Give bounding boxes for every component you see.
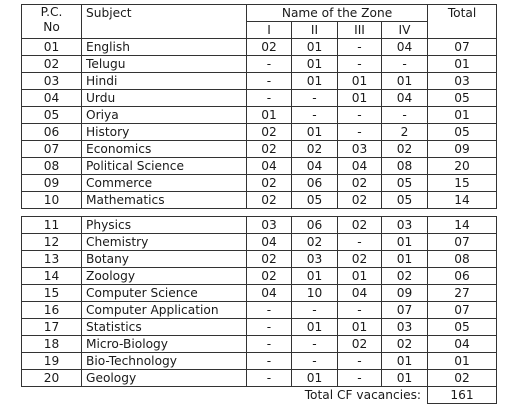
zone-2-cell: 05 (292, 192, 338, 209)
zone-3-cell: 02 (338, 217, 382, 234)
pc-number-cell: 16 (22, 302, 82, 319)
subject-cell: Urdu (82, 90, 247, 107)
zone-1-cell: 01 (247, 107, 292, 124)
zone-4-header: IV (382, 22, 428, 39)
subject-cell: Mathematics (82, 192, 247, 209)
table-row (22, 141, 497, 158)
zone-2-cell: 01 (292, 56, 338, 73)
zone-2-cell: - (292, 336, 338, 353)
subject-header: Subject (82, 5, 247, 39)
pc-number-cell: 02 (22, 56, 82, 73)
pc-number-cell: 20 (22, 370, 82, 387)
zone-2-cell: 01 (292, 268, 338, 285)
zone-2-header: II (292, 22, 338, 39)
table-row (22, 192, 497, 209)
group-1-body (22, 39, 497, 209)
zone-1-cell: 02 (247, 251, 292, 268)
zone-1-cell: 03 (247, 217, 292, 234)
zone-3-cell: - (338, 370, 382, 387)
zone-1-cell: - (247, 90, 292, 107)
zone-4-cell: 03 (382, 319, 428, 336)
zone-3-cell: - (338, 107, 382, 124)
subject-cell: Hindi (82, 73, 247, 90)
table-row (22, 124, 497, 141)
zone-1-cell: - (247, 73, 292, 90)
pc-number-cell: 14 (22, 268, 82, 285)
total-cell: 07 (428, 302, 497, 319)
zone-1-cell: 02 (247, 192, 292, 209)
total-cell: 09 (428, 141, 497, 158)
pc-number-cell: 17 (22, 319, 82, 336)
zone-1-cell: - (247, 353, 292, 370)
pc-number-cell: 11 (22, 217, 82, 234)
zone-3-cell: 01 (338, 268, 382, 285)
zone-3-cell: 01 (338, 73, 382, 90)
zone-2-cell: - (292, 353, 338, 370)
subject-cell: Statistics (82, 319, 247, 336)
table-row (22, 56, 497, 73)
zone-3-cell: 02 (338, 336, 382, 353)
zone-4-cell: 02 (382, 336, 428, 353)
zone-4-cell: 01 (382, 353, 428, 370)
subject-cell: History (82, 124, 247, 141)
zone-2-cell: 03 (292, 251, 338, 268)
pc-number-cell: 09 (22, 175, 82, 192)
zone-1-cell: 04 (247, 285, 292, 302)
zone-4-cell: 04 (382, 39, 428, 56)
zone-4-cell: 01 (382, 370, 428, 387)
zone-3-cell: 01 (338, 319, 382, 336)
total-header: Total (428, 5, 497, 39)
table-row (22, 336, 497, 353)
total-cell: 07 (428, 234, 497, 251)
subject-cell: Commerce (82, 175, 247, 192)
zone-3-cell: - (338, 39, 382, 56)
zone-2-cell: 06 (292, 175, 338, 192)
zone-2-cell: 01 (292, 319, 338, 336)
total-vacancies-label: Total CF vacancies: (304, 388, 422, 403)
subject-cell: Computer Science (82, 285, 247, 302)
pc-number-cell: 18 (22, 336, 82, 353)
zone-2-cell: - (292, 107, 338, 124)
subject-cell: Economics (82, 141, 247, 158)
zone-4-cell: 01 (382, 234, 428, 251)
zone-1-cell: - (247, 370, 292, 387)
pc-number-cell: 15 (22, 285, 82, 302)
zone-1-cell: 04 (247, 158, 292, 175)
zone-4-cell: 04 (382, 90, 428, 107)
table-footer (22, 387, 497, 404)
subject-cell: Botany (82, 251, 247, 268)
total-cell: 20 (428, 158, 497, 175)
pc-number-cell: 10 (22, 192, 82, 209)
pc-number-cell: 19 (22, 353, 82, 370)
zone-header: Name of the Zone (247, 5, 428, 22)
zone-1-cell: 02 (247, 268, 292, 285)
total-cell: 07 (428, 39, 497, 56)
zone-4-cell: 05 (382, 192, 428, 209)
zone-2-cell: 02 (292, 141, 338, 158)
pc-no-header: P.C. No (22, 5, 82, 39)
subject-cell: Physics (82, 217, 247, 234)
vacancy-table-container (21, 4, 497, 404)
table-row (22, 90, 497, 107)
table-row (22, 217, 497, 234)
table-row (22, 175, 497, 192)
group-2-body (22, 217, 497, 387)
zone-3-cell: - (338, 124, 382, 141)
zone-4-cell: 02 (382, 141, 428, 158)
total-cell: 05 (428, 319, 497, 336)
subject-cell: Oriya (82, 107, 247, 124)
header-row (22, 5, 497, 22)
subject-cell: Bio-Technology (82, 353, 247, 370)
zone-4-cell: - (382, 56, 428, 73)
zone-4-cell: 07 (382, 302, 428, 319)
group-separator (22, 209, 497, 217)
zone-4-cell: 08 (382, 158, 428, 175)
zone-3-header: III (338, 22, 382, 39)
table-row (22, 268, 497, 285)
zone-1-cell: 02 (247, 141, 292, 158)
total-cell: 01 (428, 353, 497, 370)
total-cell: 14 (428, 217, 497, 234)
table-row (22, 251, 497, 268)
zone-2-cell: 01 (292, 124, 338, 141)
zone-2-cell: 04 (292, 158, 338, 175)
zone-4-cell: 03 (382, 217, 428, 234)
zone-3-cell: 02 (338, 175, 382, 192)
pc-number-cell: 05 (22, 107, 82, 124)
zone-2-cell: - (292, 90, 338, 107)
table-row (22, 107, 497, 124)
zone-4-cell: 2 (382, 124, 428, 141)
total-cell: 04 (428, 336, 497, 353)
table-row (22, 39, 497, 56)
total-vacancies-value: 161 (428, 387, 497, 404)
total-cell: 02 (428, 370, 497, 387)
zone-2-cell: - (292, 302, 338, 319)
zone-4-cell: 01 (382, 73, 428, 90)
total-cell: 06 (428, 268, 497, 285)
zone-4-cell: 05 (382, 175, 428, 192)
zone-3-cell: - (338, 353, 382, 370)
total-cell: 01 (428, 107, 497, 124)
zone-1-cell: 04 (247, 234, 292, 251)
zone-3-cell: 03 (338, 141, 382, 158)
table-row (22, 302, 497, 319)
table-row (22, 158, 497, 175)
zone-2-cell: 06 (292, 217, 338, 234)
subject-cell: Political Science (82, 158, 247, 175)
zone-1-cell: - (247, 302, 292, 319)
zone-1-cell: - (247, 56, 292, 73)
subject-cell: Chemistry (82, 234, 247, 251)
pc-number-cell: 07 (22, 141, 82, 158)
zone-4-cell: 01 (382, 251, 428, 268)
zone-1-cell: 02 (247, 39, 292, 56)
zone-2-cell: 01 (292, 39, 338, 56)
table-row (22, 285, 497, 302)
pc-number-cell: 13 (22, 251, 82, 268)
zone-1-cell: 02 (247, 175, 292, 192)
pc-number-cell: 06 (22, 124, 82, 141)
pc-number-cell: 08 (22, 158, 82, 175)
zone-1-cell: 02 (247, 124, 292, 141)
zone-4-cell: 02 (382, 268, 428, 285)
subject-cell: English (82, 39, 247, 56)
zone-2-cell: 10 (292, 285, 338, 302)
total-cell: 08 (428, 251, 497, 268)
total-cell: 14 (428, 192, 497, 209)
pc-number-cell: 04 (22, 90, 82, 107)
zone-3-cell: 02 (338, 192, 382, 209)
vacancy-table (21, 4, 497, 404)
total-cell: 01 (428, 56, 497, 73)
zone-1-header: I (247, 22, 292, 39)
zone-1-cell: - (247, 319, 292, 336)
total-cell: 05 (428, 90, 497, 107)
zone-2-cell: 01 (292, 73, 338, 90)
zone-3-cell: 04 (338, 158, 382, 175)
subject-cell: Geology (82, 370, 247, 387)
total-cell: 15 (428, 175, 497, 192)
pc-number-cell: 12 (22, 234, 82, 251)
subject-cell: Computer Application (82, 302, 247, 319)
zone-3-cell: 04 (338, 285, 382, 302)
zone-3-cell: - (338, 302, 382, 319)
table-row (22, 73, 497, 90)
zone-2-cell: 01 (292, 370, 338, 387)
total-cell: 27 (428, 285, 497, 302)
zone-3-cell: 01 (338, 90, 382, 107)
table-row (22, 319, 497, 336)
pc-number-cell: 01 (22, 39, 82, 56)
table-row (22, 370, 497, 387)
pc-number-cell: 03 (22, 73, 82, 90)
table-row (22, 353, 497, 370)
zone-4-cell: - (382, 107, 428, 124)
zone-4-cell: 09 (382, 285, 428, 302)
zone-2-cell: 02 (292, 234, 338, 251)
total-cell: 05 (428, 124, 497, 141)
zone-3-cell: - (338, 56, 382, 73)
total-cell: 03 (428, 73, 497, 90)
footer-row (22, 387, 497, 404)
subject-cell: Micro-Biology (82, 336, 247, 353)
subject-cell: Telugu (82, 56, 247, 73)
zone-3-cell: 02 (338, 251, 382, 268)
subject-cell: Zoology (82, 268, 247, 285)
zone-3-cell: - (338, 234, 382, 251)
zone-1-cell: - (247, 336, 292, 353)
table-row (22, 234, 497, 251)
